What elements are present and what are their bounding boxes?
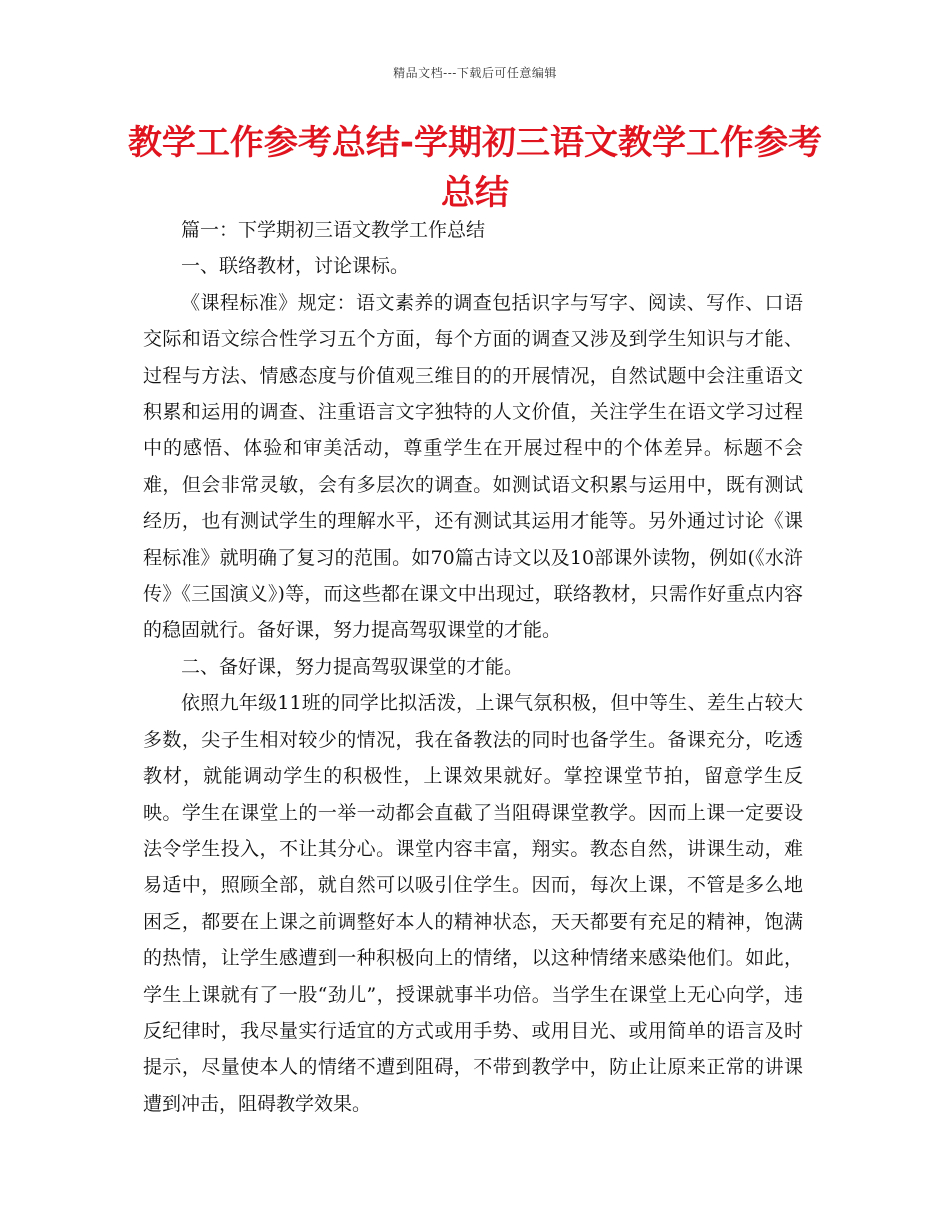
body-paragraph: 《课程标准》规定：语文素养的调查包括识字与写字、阅读、写作、口语交际和语文综合性学习五个方面，每个方面的调查又涉及到学生知识与才能、过程与方法、情感态度与价值观三维目的的开展情况，自然试题中会注重语文积累和运用的调查、注重语言文字独特的人文价值，关注学生在语文学习过程中的感悟、体验和审美活动，尊重学生在开展过程中的个体差异。标题不会难，但会非常灵敏，会有多层次的调查。如测试语文积累与运用中，既有测试经历，也有测试学生的理解水平，还有测试其运用才能等。另外通过讨论《课程标准》就明确了复习的范围。如70篇古诗文以及10部课外读物，例如(《水浒传》《三国演义》)等，而这些都在课文中出现过，联络教材，只需作好重点内容的稳固就行。备好课，努力提高驾驭课堂的才能。 xyxy=(143,291,803,642)
subheading-one: 一、联络教材，讨论课标。 xyxy=(181,255,410,278)
document-title: 教学工作参考总结-学期初三语文教学工作参考总结 xyxy=(127,123,823,213)
header-note: 精品文档---下载后可任意编辑 xyxy=(393,66,557,80)
subheading-two: 二、备好课，努力提高驾驭课堂的才能。 xyxy=(181,655,524,678)
document-body xyxy=(143,212,803,1122)
body-paragraph: 依照九年级11班的同学比拟活泼，上课气氛积极，但中等生、差生占较大多数，尖子生相对较少的情况，我在备教法的同时也备学生。备课充分，吃透教材，就能调动学生的积极性，上课效果就好。掌控课堂节拍，留意学生反映。学生在课堂上的一举一动都会直截了当阻碍课堂教学。因而上课一定要设法令学生投入，不让其分心。课堂内容丰富，翔实。教态自然，讲课生动，难易适中，照顾全部，就自然可以吸引住学生。因而，每次上课，不管是多么地困乏，都要在上课之前调整好本人的精神状态，天天都要有充足的精神，饱满的热情，让学生感遭到一种积极向上的情绪，以这种情绪来感染他们。如此，学生上课就有了一股“劲儿”，授课就事半功倍。当学生在课堂上无心向学，违反纪律时，我尽量实行适宜的方式或用手势、或用目光、或用简单的语言及时提示，尽量使本人的情绪不遭到阻碍，不带到教学中，防止让原来正常的讲课遭到冲击，阻碍教学效果。 xyxy=(143,692,803,1115)
section-heading-part-one: 篇一：下学期初三语文教学工作总结 xyxy=(181,219,486,241)
